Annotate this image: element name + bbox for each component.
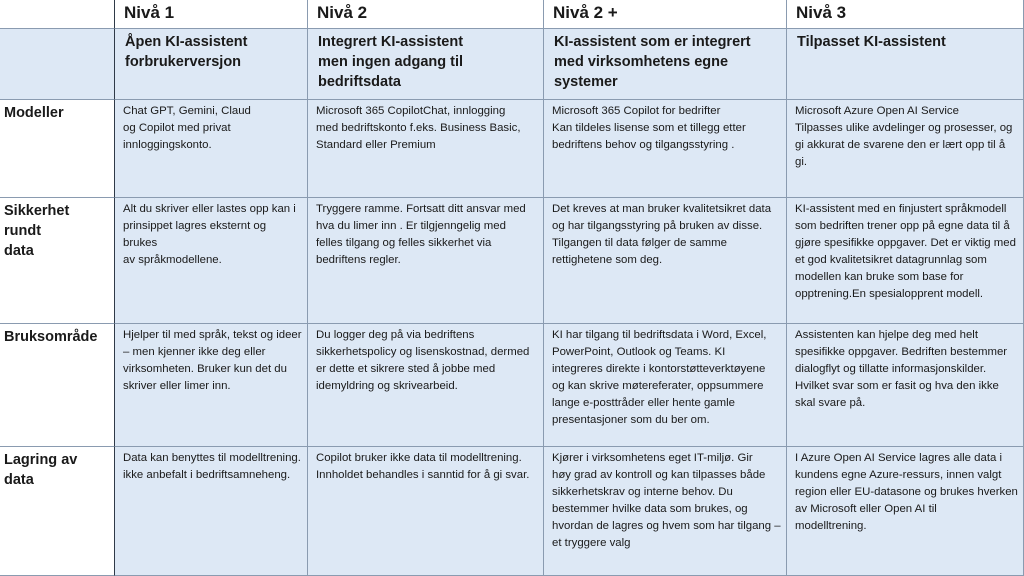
row-label-bruksomrade: Bruksområde [0, 324, 115, 447]
header-niva-2-plus: Nivå 2 + [544, 0, 787, 29]
cell-sikkerhet-niva-1: Alt du skriver eller lastes opp kan i prinsippet lagres eksternt og brukes av språkmodellene. [115, 198, 308, 324]
subheader-niva-3: Tilpasset KI-assistent [787, 29, 1024, 100]
subheader-cell-blank [0, 29, 115, 100]
cell-lagring-niva-2-plus: Kjører i virksomhetens eget IT-miljø. Gir høy grad av kontroll og kan tilpasses både sikkerhetskrav og interne behov. Du bestemmer hvilke data som brukes, og hvordan de lagres og hvem som har tilgang – et tryggere valg [544, 447, 787, 576]
subheader-niva-2: Integrert KI-assistent men ingen adgang til bedriftsdata [308, 29, 544, 100]
subheader-niva-1: Åpen KI-assistent forbrukerversjon [115, 29, 308, 100]
cell-lagring-niva-3: I Azure Open AI Service lagres alle data i kundens egne Azure-ressurs, innen valgt region eller EU-datasone og brukes hverken av Microsoft eller Open AI til modelltrening. [787, 447, 1024, 576]
cell-sikkerhet-niva-2-plus: Det kreves at man bruker kvalitetsikret data og har tilgangsstyring på bruken av disse. Tilgangen til data følger de samme rettighetene som deg. [544, 198, 787, 324]
header-niva-3: Nivå 3 [787, 0, 1024, 29]
cell-sikkerhet-niva-3: KI-assistent med en finjustert språkmodell som bedriften trener opp på egne data til å gjøre spesifikke oppgaver. Det er viktig med et god kvalitetsikret datagrunnlag som modellen kan bruke som base for opptrening.En spesialopprent modell. [787, 198, 1024, 324]
header-niva-1: Nivå 1 [115, 0, 308, 29]
subheader-niva-2-plus: KI-assistent som er integrert med virksomhetens egne systemer [544, 29, 787, 100]
row-label-modeller: Modeller [0, 100, 115, 198]
row-label-lagring: Lagring av data [0, 447, 115, 576]
cell-lagring-niva-2: Copilot bruker ikke data til modelltrening. Innholdet behandles i sanntid for å gi svar. [308, 447, 544, 576]
cell-modeller-niva-3: Microsoft Azure Open AI Service Tilpasses ulike avdelinger og prosesser, og gi akkurat de svarene den er lært opp til å gi. [787, 100, 1024, 198]
cell-modeller-niva-2: Microsoft 365 CopilotChat, innlogging med bedriftskonto f.eks. Business Basic, Standard eller Premium [308, 100, 544, 198]
cell-bruksomrade-niva-2-plus: KI har tilgang til bedriftsdata i Word, Excel, PowerPoint, Outlook og Teams. KI integreres direkte i kontorstøtteverktøyene og kan skrive møtereferater, oppsummere lange e-posttråder eller hente gamle presentasjoner som du ber om. [544, 324, 787, 447]
cell-bruksomrade-niva-3: Assistenten kan hjelpe deg med helt spesifikke oppgaver. Bedriften bestemmer dialogflyt og tillatte informasjonskilder. Hvilket svar som er fasit og hva den ikke skal svare på. [787, 324, 1024, 447]
cell-modeller-niva-2-plus: Microsoft 365 Copilot for bedrifter Kan tildeles lisense som et tillegg etter bedriftens behov og tilgangsstyring . [544, 100, 787, 198]
cell-bruksomrade-niva-1: Hjelper til med språk, tekst og ideer – men kjenner ikke deg eller virksomheten. Bruker kun det du skriver eller limer inn. [115, 324, 308, 447]
cell-sikkerhet-niva-2: Tryggere ramme. Fortsatt ditt ansvar med hva du limer inn . Er tilgjenngelig med felles tilgang og felles sikkerhet via bedriftens regler. [308, 198, 544, 324]
header-cell-blank [0, 0, 115, 29]
cell-bruksomrade-niva-2: Du logger deg på via bedriftens sikkerhetspolicy og lisenskostnad, dermed er dette et sikrere sted å jobbe med idemyldring og skrivearbeid. [308, 324, 544, 447]
cell-modeller-niva-1: Chat GPT, Gemini, Claud og Copilot med privat innloggingskonto. [115, 100, 308, 198]
row-label-sikkerhet: Sikkerhet rundt data [0, 198, 115, 324]
header-niva-2: Nivå 2 [308, 0, 544, 29]
cell-lagring-niva-1: Data kan benyttes til modelltrening. ikke anbefalt i bedriftsamneheng. [115, 447, 308, 576]
